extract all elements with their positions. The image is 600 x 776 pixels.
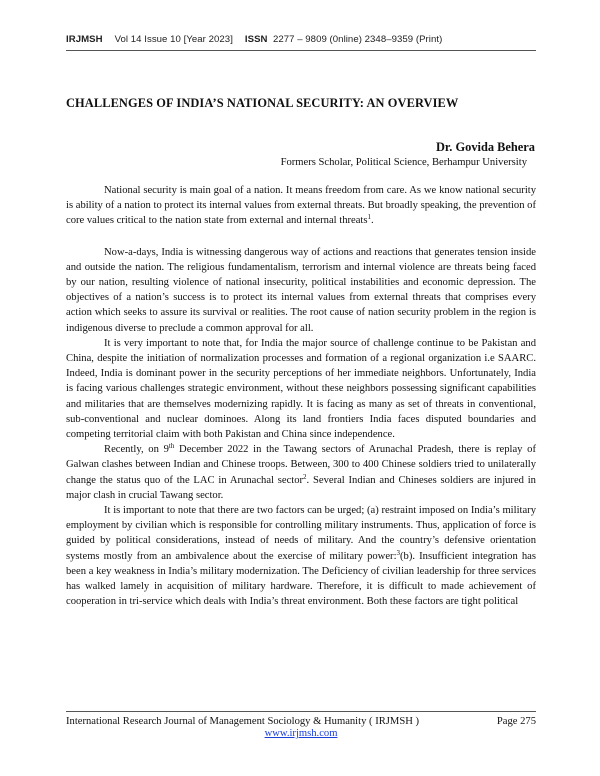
paragraph-2: Now-a-days, India is witnessing dangerous way of actions and reactions that generates tension inside and outside the nation. The religious fundamentalism, terrorism and internal violence are threats being faced by our nation, resulting violence of national insecurity, political instabilities and economic depression. The objectives of a nation’s success is to protect its internal values from external threats that comprises every action which seeks to assure its survival or realities. The root cause of nation security problem in the region is indigenous diverse to preclude a common approval for all. [66,246,536,334]
footnote-ref-1: 1 [367,213,372,222]
running-header [66,34,534,45]
paragraph-4: Recently, on 9th December 2022 in the Tawang sectors of Arunachal Pradesh, there is replay of Galwan clashes between Indian and Chinese troops. Between, 300 to 400 Chinese soldiers tried to unilaterally change the status quo of the LAC in Arunachal sector$^2$. Several Indian and Chineses soldiers are injured in major clash in crucial Tawang sector. [66,442,536,501]
footer-journal-name: International Research Journal of Management Sociology & Humanity ( IRJMSH ) [66,716,420,727]
issn-label: ISSN [244,34,268,45]
page-number: Page 275 [496,716,536,727]
article-body [66,183,536,609]
author-affiliation: Formers Scholar, Political Science, Berhampur University [280,157,527,168]
journal-abbrev: IRJMSH [66,34,103,45]
article-title: CHALLENGES OF INDIA’S NATIONAL SECURITY: AN OVERVIEW [66,96,459,110]
journal-website-link[interactable]: www.irjmsh.com [264,728,338,739]
footnote-ref-2: 2 [303,472,307,481]
paragraph-3: It is very important to note that, for India the major source of challenge continue to be Pakistan and China, despite the initiation of normalization processes and formation of a regional organization i.e SAARC. Indeed, India is dominant power in the security perceptions of her immediate neighbors. Unfortunately, India is facing various challenges strategic environment, without these neighbors possessing significant capabilities and militaries that are themselves modernizing rapidly. It is facing as many as set of threats in conventional, sub-conventional and nuclear dominoes. Along its land frontiers India faces disputed boundaries and competing territorial claim with both Pakistan and China since independence. [66,337,536,441]
header-rule [66,50,536,51]
paragraph-5: It is important to note that there are two factors can be urged; (a) restraint imposed on India’s military employment by civilian which is responsible for controlling military instruments. Thus, application of force is guided by political considerations, instead of needs of military. And the country’s defensive orientation systems mostly from an ambivalence about the exercise of military power:$^3$(b). Insufficient integration has been a key weakness in India’s military modernization. The Deficiency of civilian leadership for three services has walked lamely in acquisition of military hardware. Therefore, it is difficult to made achievement of cooperation in tri-service which deals with India’s threat environment. Both these factors are tight political [66,505,536,608]
author-name: Dr. Govida Behera [435,140,535,154]
paragraph-1: National security is main goal of a nation. It means freedom from care. As we know national security is ability of a nation to protect its internal values from external threats. But broadly speaking, the prevention of core values critical to the nation state from external and internal threats$^1$. [66,185,536,227]
page-footer [66,716,536,739]
volume-info: Vol 14 Issue 10 [Year 2023] [114,34,233,45]
ordinal-suffix: th [168,442,175,451]
footer-rule [66,711,536,712]
issn-numbers: 2277 – 9809 (0nline) 2348–9359 (Print) [272,34,443,45]
footnote-ref-3: 3 [396,548,401,557]
